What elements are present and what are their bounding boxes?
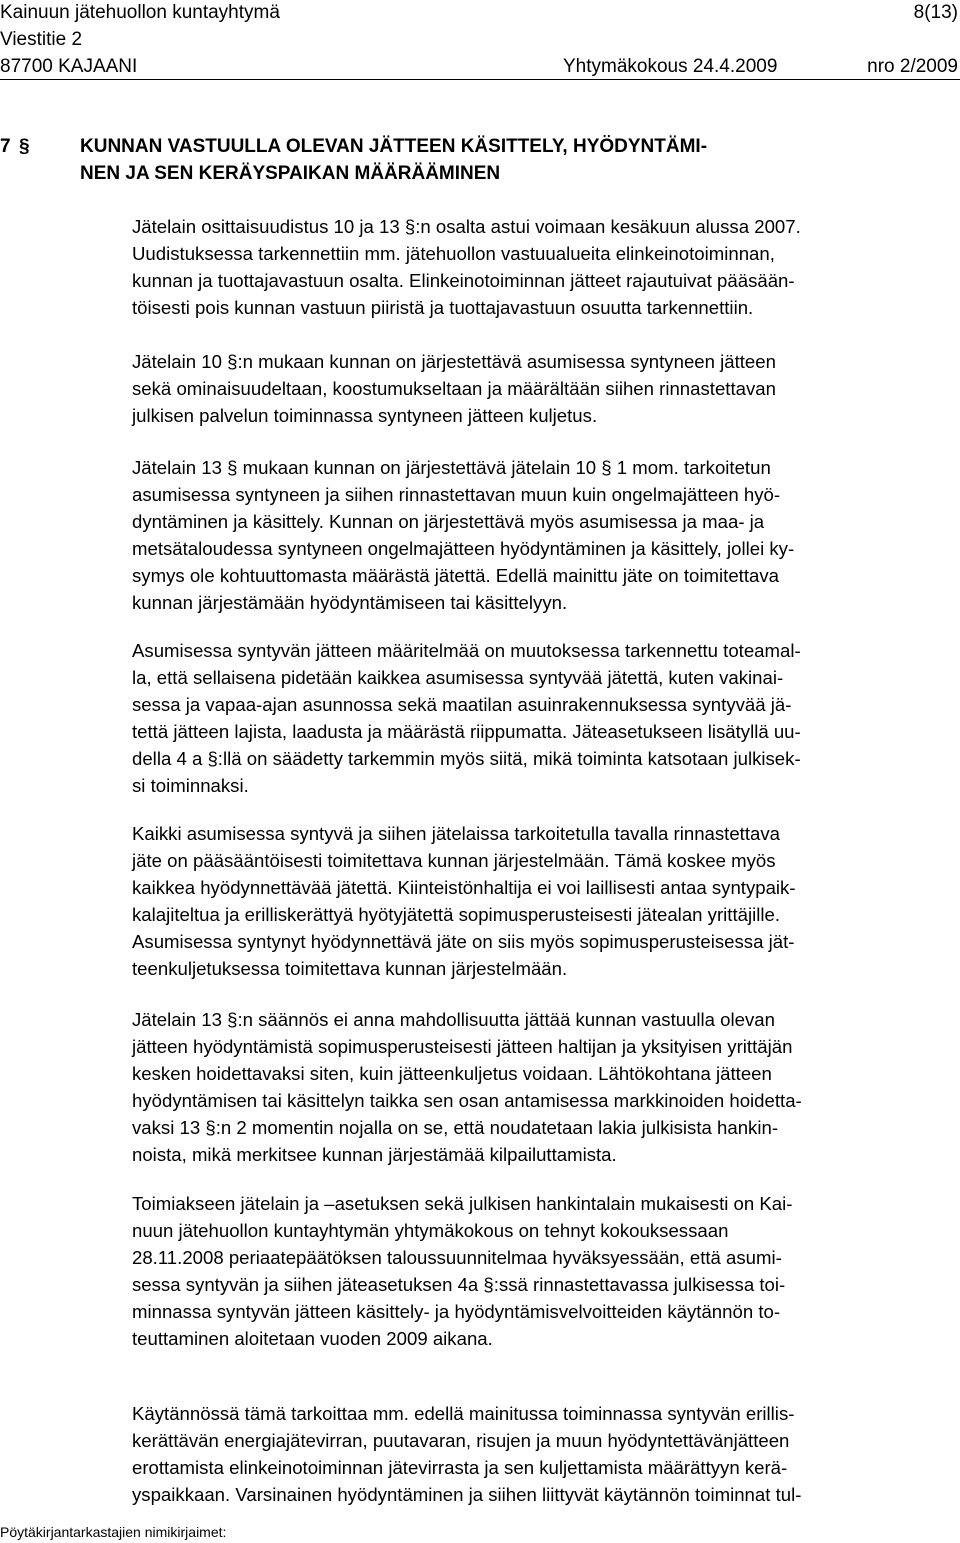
street-address: Viestitie 2 bbox=[0, 29, 83, 50]
header-row-3 bbox=[0, 54, 960, 80]
section-symbol: § bbox=[19, 136, 30, 157]
header-row-1 bbox=[0, 0, 960, 26]
meeting-label: Yhtymäkokous 24.4.2009 bbox=[563, 56, 778, 77]
paragraph-1: Jätelain osittaisuudistus 10 ja 13 §:n osalta astui voimaan kesäkuun alussa 2007. Uudistuksessa tarkennettiin mm. jätehuollon vastuualueita elinkeinotoiminnan, kunnan ja tuottajavastuun osalta. Elinkeinotoiminnan jätteet rajautuivat pääsään- töisesti pois kunnan vastuun piiristä ja tuottajavastuun osuutta tarkennettiin. bbox=[132, 216, 801, 318]
paragraph-3: Jätelain 13 § mukaan kunnan on järjestettävä jätelain 10 § 1 mom. tarkoitetun asumisessa syntyneen ja siihen rinnastettavan muun kuin ongelmajätteen hyö- dyntäminen ja käsittely. Kunnan on järjestettävä myös asumisessa ja maa- ja metsätaloudessa syntyneen ongelmajätteen hyödyntäminen ja käsittely, jollei ky- symys ole kohtuuttomasta määrästä jätettä. Edellä mainittu jäte on toimitettava kunnan järjestämään hyödyntämiseen tai käsittelyyn. bbox=[132, 457, 795, 613]
header-row-2 bbox=[0, 27, 960, 53]
section-number: 7 bbox=[0, 136, 11, 157]
section-title: KUNNAN VASTUULLA OLEVAN JÄTTEEN KÄSITTELY, HYÖDYNTÄMI- NEN JA SEN KERÄYSPAIKAN MÄÄRÄÄMINEN bbox=[80, 136, 708, 184]
page-number: 8(13) bbox=[913, 2, 958, 23]
header-divider bbox=[0, 79, 960, 80]
organization-name: Kainuun jätehuollon kuntayhtymä bbox=[0, 2, 280, 23]
paragraph-6: Jätelain 13 §:n säännös ei anna mahdollisuutta jättää kunnan vastuulla olevan jätteen hyödyntämistä sopimusperusteisesti jätteen haltijan ja yksityisen yrittäjän kesken hoidettavaksi siten, kuin jätteenkuljetus voidaan. Lähtökohtana jätteen hyödyntämisen tai käsittelyn taikka sen osan antamisessa markkinoiden hoidetta- vaksi 13 §:n 2 momentin nojalla on se, että noudatetaan lakia julkisista hankin- noista, mikä merkitsee kunnan järjestämää kilpailuttamista. bbox=[132, 1009, 802, 1165]
paragraph-8: Käytännössä tämä tarkoittaa mm. edellä mainitussa toiminnassa syntyvän erillis- kerättävän energiajätevirran, puutavaran, risujen ja muun hyödyntettävänjätteen erottamista elinkeinotoiminnan jätevirrasta ja sen kuljettamista määrättyyn kerä- yspaikkaan. Varsinainen hyödyntäminen ja siihen liittyvät käytännön toiminnat tul- bbox=[132, 1403, 802, 1505]
paragraph-5: Kaikki asumisessa syntyvä ja siihen jätelaissa tarkoitetulla tavalla rinnastettava jäte on pääsääntöisesti toimitettava kunnan järjestelmään. Tämä koskee myös kaikkea hyödynnettävää jätettä. Kiinteistönhaltija ei voi laillisesti antaa syntypaik- kalajiteltua ja erilliskerättyä hyötyjätettä sopimusperusteisesti jätealan yrittäjille. Asumisessa syntynyt hyödynnettävä jäte on siis myös sopimusperusteisessa jät- teenkuljetuksessa toimitettava kunnan järjestelmään. bbox=[132, 823, 796, 979]
signatures-label: Pöytäkirjantarkastajien nimikirjaimet: bbox=[0, 1524, 227, 1540]
minutes-number: nro 2/2009 bbox=[867, 56, 958, 77]
city-address: 87700 KAJAANI bbox=[0, 56, 138, 77]
paragraph-4: Asumisessa syntyvän jätteen määritelmää on muutoksessa tarkennettu toteamal- la, että sellaisena pidetään kaikkea asumisessa syntyvää jätettä, kuten vakinai- sessa ja vapaa-ajan asunnossa sekä maatilan asuinrakennuksessa syntyvää jä- tettä jätteen lajista, laadusta ja määrästä riippumatta. Jäteasetukseen lisätyllä uu- della 4 a §:llä on säädetty tarkemmin myös siitä, mikä toiminta katsotaan julkisek- si toiminnaksi. bbox=[132, 640, 801, 796]
paragraph-7: Toimiakseen jätelain ja –asetuksen sekä julkisen hankintalain mukaisesti on Kai- nuun jätehuollon kuntayhtymän yhtymäkokous on tehnyt kokouksessaan 28.11.2008 periaatepäätöksen taloussuunnitelmaa hyväksyessään, että asumi- sessa syntyvän ja siihen jäteasetuksen 4a §:ssä rinnastettavassa julkisessa toi- minnassa syntyvän jätteen käsittely- ja hyödyntämisvelvoitteiden käytännön to- teuttaminen aloitetaan vuoden 2009 aikana. bbox=[132, 1193, 793, 1349]
paragraph-2: Jätelain 10 §:n mukaan kunnan on järjestettävä asumisessa syntyneen jätteen sekä ominaisuudeltaan, koostumukseltaan ja määrältään siihen rinnastettavan julkisen palvelun toiminnassa syntyneen jätteen kuljetus. bbox=[132, 351, 776, 426]
